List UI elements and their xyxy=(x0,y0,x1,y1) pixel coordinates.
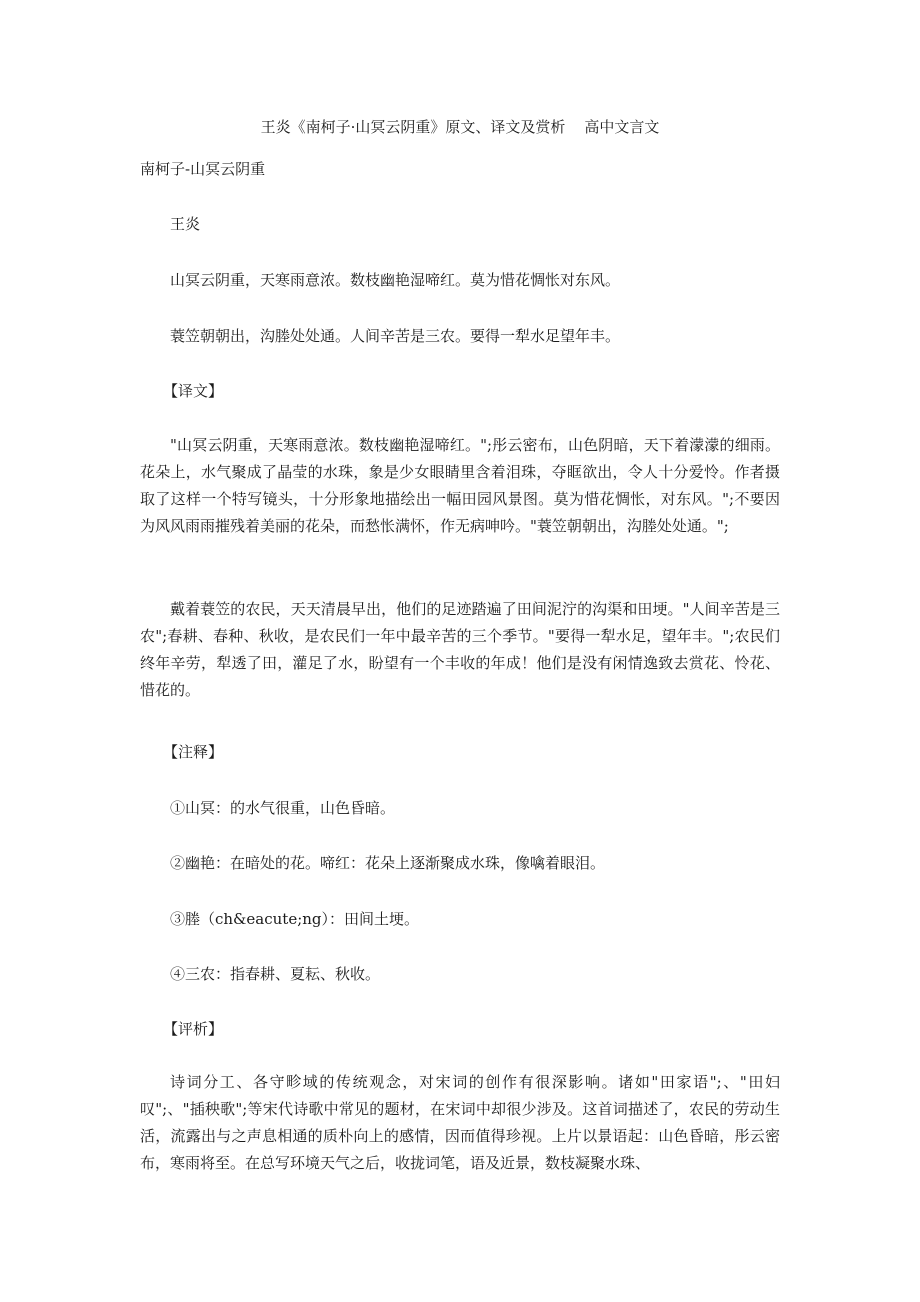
analysis-paragraph: 诗词分工、各守畛域的传统观念，对宋词的创作有很深影响。诸如"田家语";、"田妇叹";、"插秧歌";等宋代诗歌中常见的题材，在宋词中却很少涉及。这首词描述了，农民的劳动生活，流露出与之声息相通的质朴向上的感情，因而值得珍视。上片以景语起：山色昏暗，彤云密布，寒雨将至。在总写环境天气之后，收拢词笔，语及近景，数枝凝聚水珠、 xyxy=(140,1073,780,1172)
translation-paragraph-1: "山冥云阴重，天寒雨意浓。数枝幽艳湿啼红。";彤云密布，山色阴暗，天下着濛濛的细雨。花朵上，水气聚成了晶莹的水珠，象是少女眼睛里含着泪珠，夺眶欲出，令人十分爱怜。作者摄取了这样一个特写镜头，十分形象地描绘出一幅田园风景图。莫为惜花惆怅，对东风。";不要因为风风雨雨摧残着美丽的花朵，而愁怅满怀，作无病呻吟。"蓑笠朝朝出，沟塍处处通。"; xyxy=(140,436,780,535)
note-item-3: ③塍（ch&eacute;ng）：田间土埂。 xyxy=(170,910,420,928)
note-item-1: ①山冥：的水气很重，山色昏暗。 xyxy=(170,799,396,817)
poem-line-1: 山冥云阴重，天寒雨意浓。数枝幽艳湿啼红。莫为惜花惆怅对东风。 xyxy=(170,271,621,289)
poem-title: 南柯子-山冥云阴重 xyxy=(140,160,266,178)
author-name: 王炎 xyxy=(170,215,201,233)
analysis-heading: 【评析】 xyxy=(163,1020,224,1038)
poem-line-2: 蓑笠朝朝出，沟塍处处通。人间辛苦是三农。要得一犁水足望年丰。 xyxy=(170,327,621,345)
document-title: 王炎《南柯子·山冥云阴重》原文、译文及赏析 高中文言文 xyxy=(260,118,660,136)
translation-paragraph-2: 戴着蓑笠的农民，天天清晨早出，他们的足迹踏遍了田间泥泞的沟渠和田埂。"人间辛苦是三农";春耕、春种、秋收，是农民们一年中最辛苦的三个季节。"要得一犁水足，望年丰。";农民们终年辛劳，犁透了田，灌足了水，盼望有一个丰收的年成！他们是没有闲情逸致去赏花、怜花、惜花的。 xyxy=(140,600,780,699)
note-item-2: ②幽艳：在暗处的花。啼红：花朵上逐渐聚成水珠，像噙着眼泪。 xyxy=(170,854,606,872)
notes-heading: 【注释】 xyxy=(163,743,224,761)
note-item-4: ④三农：指春耕、夏耘、秋收。 xyxy=(170,965,381,983)
translation-heading: 【译文】 xyxy=(163,382,224,400)
